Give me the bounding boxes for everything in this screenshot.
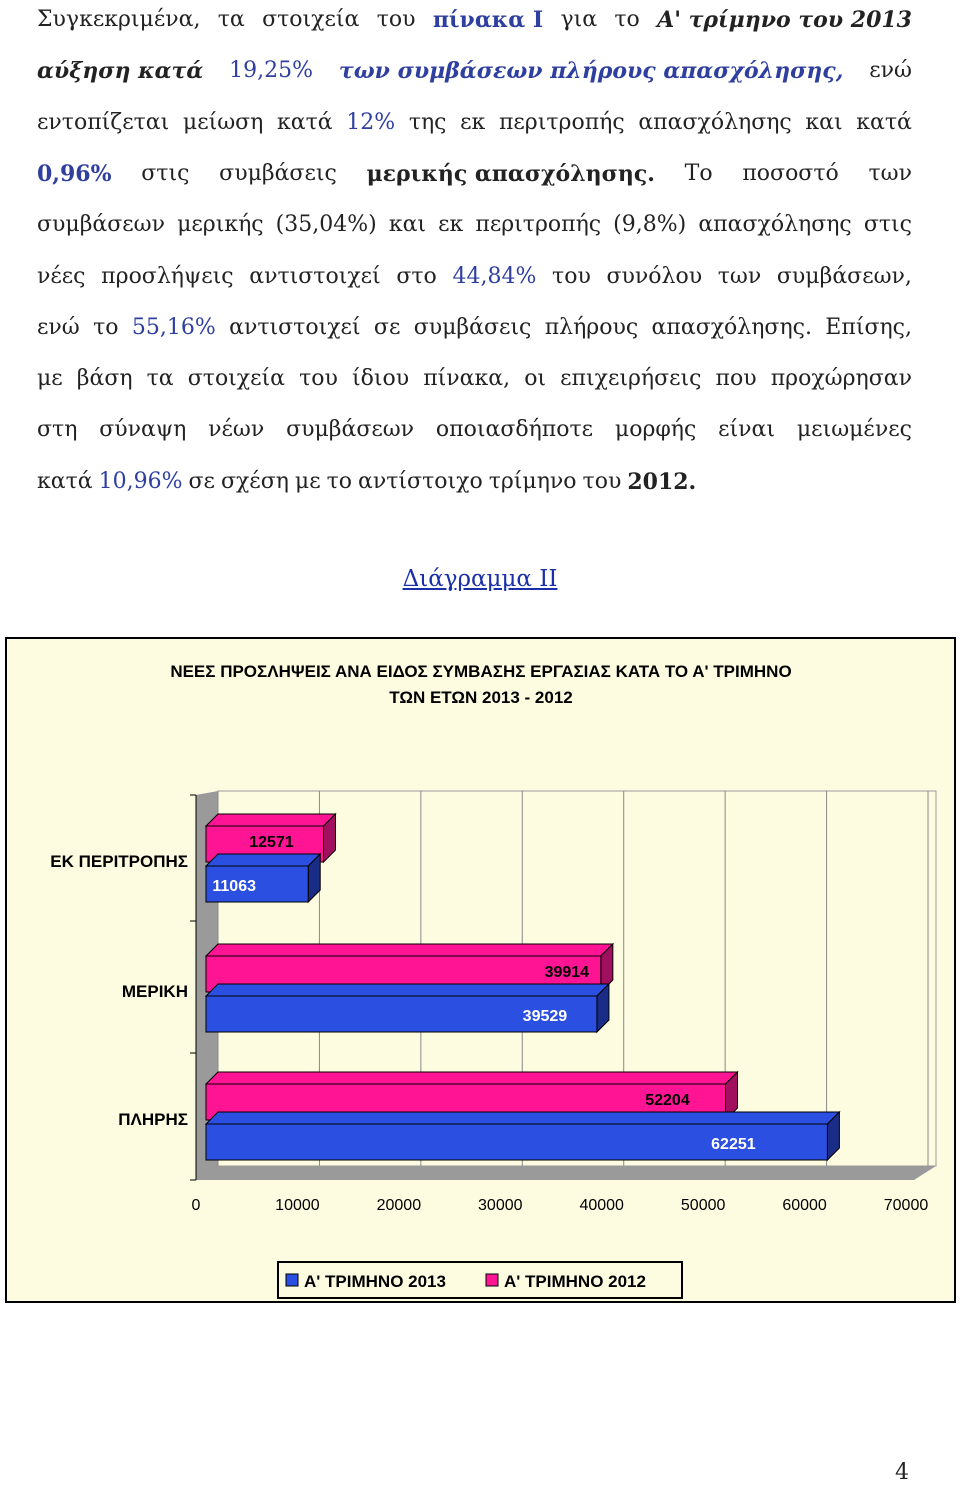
bar-2012-top [206, 1072, 737, 1084]
chart-frame [5, 637, 956, 1303]
bar-2012-top [206, 814, 336, 826]
paragraph-word: μορφής [614, 417, 697, 443]
paragraph-word: του [299, 366, 338, 392]
paragraph-word: 19,25% [229, 58, 314, 84]
paragraph-word: μείωση [182, 109, 264, 135]
category-label: ΠΛΗΡΗΣ [118, 1110, 188, 1129]
paragraph-word: ενώ [869, 58, 912, 84]
paragraph-word: αντίστοιχο [358, 468, 483, 494]
paragraph-word: στις [141, 160, 190, 186]
bar-2012-top [206, 944, 613, 956]
paragraph-line [37, 308, 912, 359]
paragraph-line [37, 410, 912, 461]
category-label: ΜΕΡΙΚΗ [121, 982, 188, 1001]
paragraph-word: απασχόλησης [638, 109, 792, 135]
paragraph-word: εντοπίζεται [37, 109, 170, 135]
paragraph-word: 55,16% [131, 314, 216, 340]
paragraph-word: σχέση [220, 468, 289, 494]
paragraph-word: αντιστοιχεί [229, 314, 361, 340]
paragraph-word: νέες [37, 263, 86, 289]
bar-2013-top [206, 984, 609, 996]
x-tick-label: 70000 [883, 1197, 929, 1214]
paragraph-word: της [408, 109, 447, 135]
paragraph-word: μειωμένες [796, 417, 912, 443]
paragraph-word: του [552, 263, 591, 289]
paragraph-word: σε [373, 314, 401, 340]
paragraph-line [37, 257, 912, 308]
paragraph-word: πίνακα, [423, 366, 511, 392]
x-tick-label: 0 [191, 1197, 201, 1214]
paragraph-word: 44,84% [452, 263, 537, 289]
paragraph-word: επιχειρήσεις [560, 366, 702, 392]
x-tick-label: 50000 [680, 1197, 726, 1214]
paragraph-word: Το [684, 160, 713, 186]
paragraph-word: απασχόλησης. [651, 314, 812, 340]
data-label-2012: 39914 [544, 964, 590, 981]
paragraph-word: συμβάσεων [286, 417, 415, 443]
paragraph-word: προσλήψεις [101, 263, 234, 289]
paragraph-word: και [388, 212, 427, 238]
paragraph-line [37, 462, 912, 513]
data-label-2013: 39529 [522, 1008, 568, 1025]
paragraph-word: εκ [438, 212, 464, 238]
paragraph-word: 12% [346, 109, 396, 135]
paragraph-word: στη [37, 417, 78, 443]
x-tick-label: 40000 [579, 1197, 624, 1214]
paragraph-word: με [294, 468, 321, 494]
paragraph-word: στοιχεία [262, 7, 360, 32]
x-tick-label: 30000 [478, 1197, 523, 1214]
paragraph-word: τα [146, 366, 174, 392]
paragraph-word: τρίμηνο [488, 468, 577, 494]
paragraph-word: πίνακα Ι [432, 7, 544, 33]
bar-chart [7, 639, 954, 1301]
legend-swatch-2012 [486, 1274, 498, 1286]
paragraph-line [37, 0, 912, 51]
paragraph-word: οποιασδήποτε [435, 417, 594, 443]
paragraph-word: στο [396, 263, 437, 289]
x-tick-label: 60000 [782, 1197, 827, 1214]
paragraph-word: Συγκεκριμένα, [37, 7, 201, 32]
paragraph-line [37, 359, 912, 410]
paragraph-word: κατά [856, 109, 912, 135]
paragraph-word: περιτροπής [498, 109, 625, 135]
data-label-2012: 52204 [645, 1092, 690, 1109]
paragraph-word: του [582, 468, 622, 494]
paragraph-word: Επίσης, [825, 314, 912, 340]
paragraph-word: αύξηση κατά [37, 58, 204, 85]
chart-title: ΤΩΝ ΕΤΩΝ 2013 - 2012 [389, 688, 573, 707]
paragraph-word: το [93, 314, 119, 340]
paragraph-word: συμβάσεις [219, 160, 337, 186]
paragraph-word: σε [188, 468, 215, 494]
paragraph-word: εκ [460, 109, 486, 135]
x-tick-label: 20000 [376, 1197, 422, 1214]
paragraph-word: συμβάσεων [37, 212, 165, 238]
paragraph-word: ποσοστό [742, 160, 839, 186]
paragraph-word: προχώρησαν [770, 366, 912, 392]
paragraph-word: για [560, 7, 598, 32]
paragraph-word: που [715, 366, 757, 392]
paragraph-word: αντιστοιχεί [249, 263, 381, 289]
paragraph-word: απασχόλησης [698, 212, 852, 238]
paragraph-word: (9,8%) [613, 212, 687, 238]
paragraph-line [37, 51, 912, 102]
paragraph-line [37, 205, 912, 256]
data-label-2013: 62251 [711, 1136, 756, 1153]
paragraph-word: συνόλου [606, 263, 703, 289]
paragraph-word: βάση [76, 366, 133, 392]
paragraph-word: οι [524, 366, 547, 392]
paragraph-word: στις [863, 212, 912, 238]
paragraph-word: 2012. [627, 468, 697, 495]
bar-2013-top [206, 1112, 839, 1124]
x-tick-label: 10000 [275, 1197, 320, 1214]
paragraph-word: του [376, 7, 416, 32]
paragraph-word: τα [217, 7, 245, 32]
data-label-2013: 11063 [212, 878, 257, 895]
paragraph-word: σύναψη [99, 417, 187, 443]
paragraph-word: Α' τρίμηνο του 2013 [657, 7, 912, 33]
legend-label-2013: Α' ΤΡΙΜΗΝΟ 2013 [304, 1272, 446, 1291]
paragraph-word: ίδιου [351, 366, 410, 392]
paragraph-word: πλήρους [544, 314, 639, 340]
paragraph-word: συμβάσεις [413, 314, 532, 340]
paragraph-line [37, 103, 912, 154]
paragraph-line [37, 154, 912, 205]
legend-label-2012: Α' ΤΡΙΜΗΝΟ 2012 [504, 1272, 646, 1291]
paragraph-word: ενώ [37, 314, 80, 340]
diagram-heading: Διάγραμμα ΙΙ [402, 566, 558, 592]
bar-2013-top [206, 854, 320, 866]
paragraph-word: και [805, 109, 843, 135]
paragraph-word: είναι [718, 417, 776, 443]
paragraph-word: νέων [208, 417, 265, 443]
legend-swatch-2013 [286, 1274, 298, 1286]
paragraph-word: το [614, 7, 640, 32]
paragraph-word: συμβάσεων, [776, 263, 912, 289]
paragraph-word: των [868, 160, 912, 186]
paragraph-word: των [717, 263, 762, 289]
paragraph-word: στοιχεία [187, 366, 286, 392]
paragraph-word: μερικής απασχόλησης. [366, 160, 655, 187]
paragraph-word: με [37, 366, 63, 392]
page-number: 4 [895, 1460, 909, 1485]
paragraph-word: 10,96% [98, 468, 183, 494]
paragraph-word: 0,96% [37, 160, 112, 187]
chart-title: ΝΕΕΣ ΠΡΟΣΛΗΨΕΙΣ ΑΝΑ ΕΙΔΟΣ ΣΥΜΒΑΣΗΣ ΕΡΓΑΣΙΑΣ ΚΑΤΑ ΤΟ Α' ΤΡΙΜΗΝΟ [170, 662, 792, 681]
paragraph-word: των συμβάσεων πλήρους απασχόλησης, [338, 58, 844, 85]
paragraph-word: κατά [277, 109, 333, 135]
chart-floor [196, 1166, 936, 1180]
paragraph-word: το [326, 468, 353, 494]
paragraph-word: περιτροπής [475, 212, 602, 238]
paragraph-word: μερικής [177, 212, 264, 238]
paragraph-word: (35,04%) [275, 212, 377, 238]
category-label: ΕΚ ΠΕΡΙΤΡΟΠΗΣ [50, 852, 188, 871]
data-label-2012: 12571 [249, 834, 294, 851]
paragraph-word: κατά [37, 468, 93, 494]
